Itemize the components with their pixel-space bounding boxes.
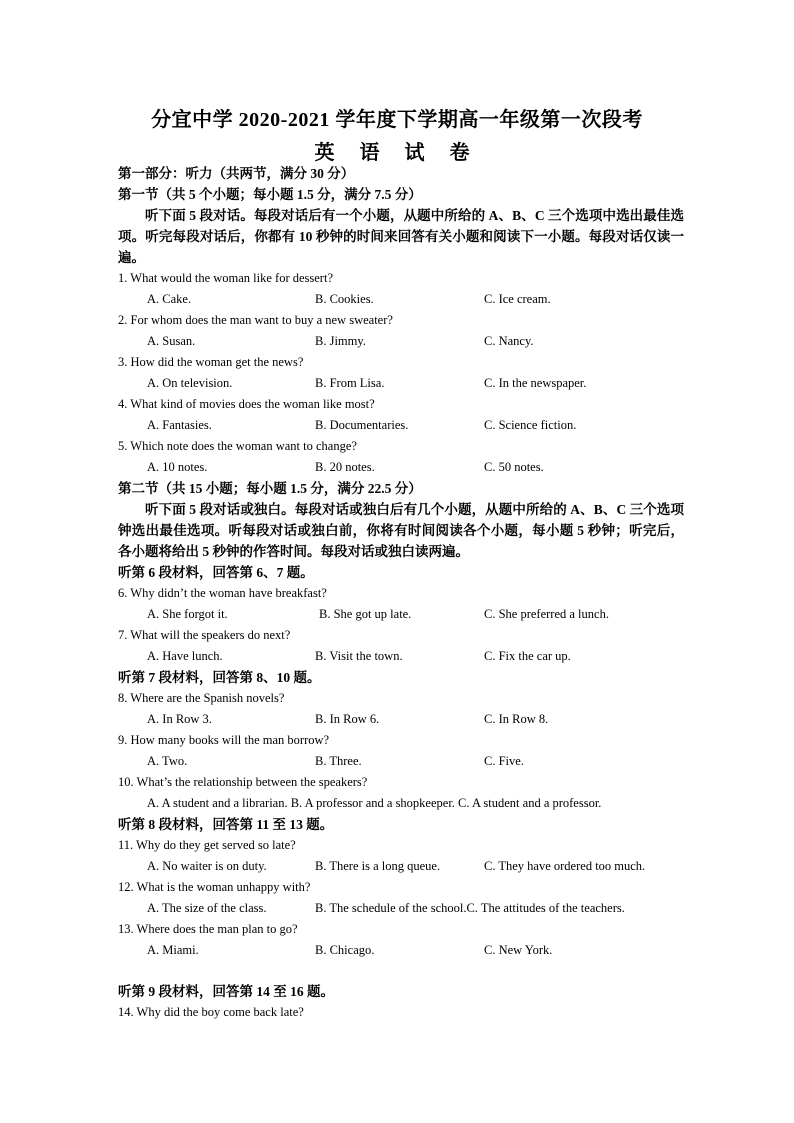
option-b: B. Cookies. xyxy=(315,292,374,306)
question-11: 11. Why do they get served so late? xyxy=(118,838,296,852)
option-a: A. No waiter is on duty. xyxy=(147,859,267,873)
question-13: 13. Where does the man plan to go? xyxy=(118,922,298,936)
section2-instruction: 听下面 5 段对话或独白。每段对话或独白后有几个小题，从题中所给的 A、B、C 三个选项钟选出最佳选项。听每段对话或独白前，你将有时间阅读各个小题，每小题 5 秒钟；听完后，各小题将给出 5 秒钟的作答时间。每段对话或独白读两遍。 xyxy=(118,502,684,559)
question-12-options xyxy=(118,898,684,919)
section1-instruction: 听下面 5 段对话。每段对话后有一个小题，从题中所给的 A、B、C 三个选项中选出最佳选项。听完每段对话后，你都有 10 秒钟的时间来回答有关小题和阅读下一小题。每段对话仅读一遍。 xyxy=(118,208,684,265)
option-b: B. There is a long queue. xyxy=(315,859,441,873)
option-b: B. Visit the town. xyxy=(315,649,403,663)
question-10: 10. What’s the relationship between the speakers? xyxy=(118,775,368,789)
part1-heading: 第一部分：听力（共两节，满分 30 分） xyxy=(118,166,355,181)
question-3-options xyxy=(118,373,684,394)
option-c: C. She preferred a lunch. xyxy=(484,607,609,621)
option-a: A. In Row 3. xyxy=(147,712,212,726)
option-c: C. Fix the car up. xyxy=(484,649,571,663)
option-c: C. Ice cream. xyxy=(484,292,551,306)
option-a: A. Fantasies. xyxy=(147,418,212,432)
options-abc: A. A student and a librarian. B. A professor and a shopkeeper. C. A student and a professor. xyxy=(147,796,602,810)
option-c: C. In the newspaper. xyxy=(484,376,587,390)
option-a: A. She forgot it. xyxy=(147,607,228,621)
option-c: C. New York. xyxy=(484,943,553,957)
question-7-options xyxy=(118,646,684,667)
question-8: 8. Where are the Spanish novels? xyxy=(118,691,285,705)
options-bc: B. The schedule of the school.C. The attitudes of the teachers. xyxy=(315,901,625,915)
option-a: A. Miami. xyxy=(147,943,199,957)
section2-heading: 第二节（共 15 小题；每小题 1.5 分，满分 22.5 分） xyxy=(118,481,422,496)
option-b: B. In Row 6. xyxy=(315,712,380,726)
question-5-options xyxy=(118,457,684,478)
page-title: 分宜中学 2020-2021 学年度下学期高一年级第一次段考 xyxy=(151,109,643,131)
question-1-options xyxy=(118,289,684,310)
exam-content xyxy=(118,163,684,1023)
option-a: A. Susan. xyxy=(147,334,196,348)
question-9-options xyxy=(118,751,684,772)
question-4: 4. What kind of movies does the woman like most? xyxy=(118,397,375,411)
question-7: 7. What will the speakers do next? xyxy=(118,628,291,642)
option-c: C. Five. xyxy=(484,754,524,768)
spacer xyxy=(118,961,684,981)
question-10-options xyxy=(118,793,684,814)
page-subtitle: 英 语 试 卷 xyxy=(314,142,480,164)
option-c: C. They have ordered too much. xyxy=(484,859,646,873)
question-11-options xyxy=(118,856,684,877)
option-b: B. From Lisa. xyxy=(315,376,385,390)
material-9-heading: 听第 9 段材料，回答第 14 至 16 题。 xyxy=(118,984,334,999)
option-b: B. She got up late. xyxy=(319,607,412,621)
question-1: 1. What would the woman like for dessert? xyxy=(118,271,333,285)
question-4-options xyxy=(118,415,684,436)
option-c: C. In Row 8. xyxy=(484,712,549,726)
question-12: 12. What is the woman unhappy with? xyxy=(118,880,311,894)
question-9: 9. How many books will the man borrow? xyxy=(118,733,330,747)
section1-heading: 第一节（共 5 个小题；每小题 1.5 分，满分 7.5 分） xyxy=(118,187,422,202)
option-a: A. Have lunch. xyxy=(147,649,223,663)
option-a: A. The size of the class. xyxy=(147,901,267,915)
question-5: 5. Which note does the woman want to change? xyxy=(118,439,357,453)
option-a: A. 10 notes. xyxy=(147,460,208,474)
question-3: 3. How did the woman get the news? xyxy=(118,355,304,369)
option-c: C. 50 notes. xyxy=(484,460,544,474)
question-6-options xyxy=(118,604,684,625)
question-13-options xyxy=(118,940,684,961)
material-7-heading: 听第 7 段材料，回答第 8、10 题。 xyxy=(118,670,321,685)
question-2: 2. For whom does the man want to buy a new sweater? xyxy=(118,313,393,327)
option-a: A. Cake. xyxy=(147,292,192,306)
material-8-heading: 听第 8 段材料，回答第 11 至 13 题。 xyxy=(118,817,334,832)
question-14: 14. Why did the boy come back late? xyxy=(118,1005,304,1019)
option-c: C. Science fiction. xyxy=(484,418,577,432)
option-b: B. Three. xyxy=(315,754,362,768)
option-b: B. Chicago. xyxy=(315,943,375,957)
material-6-heading: 听第 6 段材料，回答第 6、7 题。 xyxy=(118,565,314,580)
question-6: 6. Why didn’t the woman have breakfast? xyxy=(118,586,327,600)
question-2-options xyxy=(118,331,684,352)
option-b: B. 20 notes. xyxy=(315,460,375,474)
option-c: C. Nancy. xyxy=(484,334,534,348)
question-8-options xyxy=(118,709,684,730)
option-b: B. Documentaries. xyxy=(315,418,409,432)
option-a: A. Two. xyxy=(147,754,188,768)
option-a: A. On television. xyxy=(147,376,233,390)
option-b: B. Jimmy. xyxy=(315,334,366,348)
